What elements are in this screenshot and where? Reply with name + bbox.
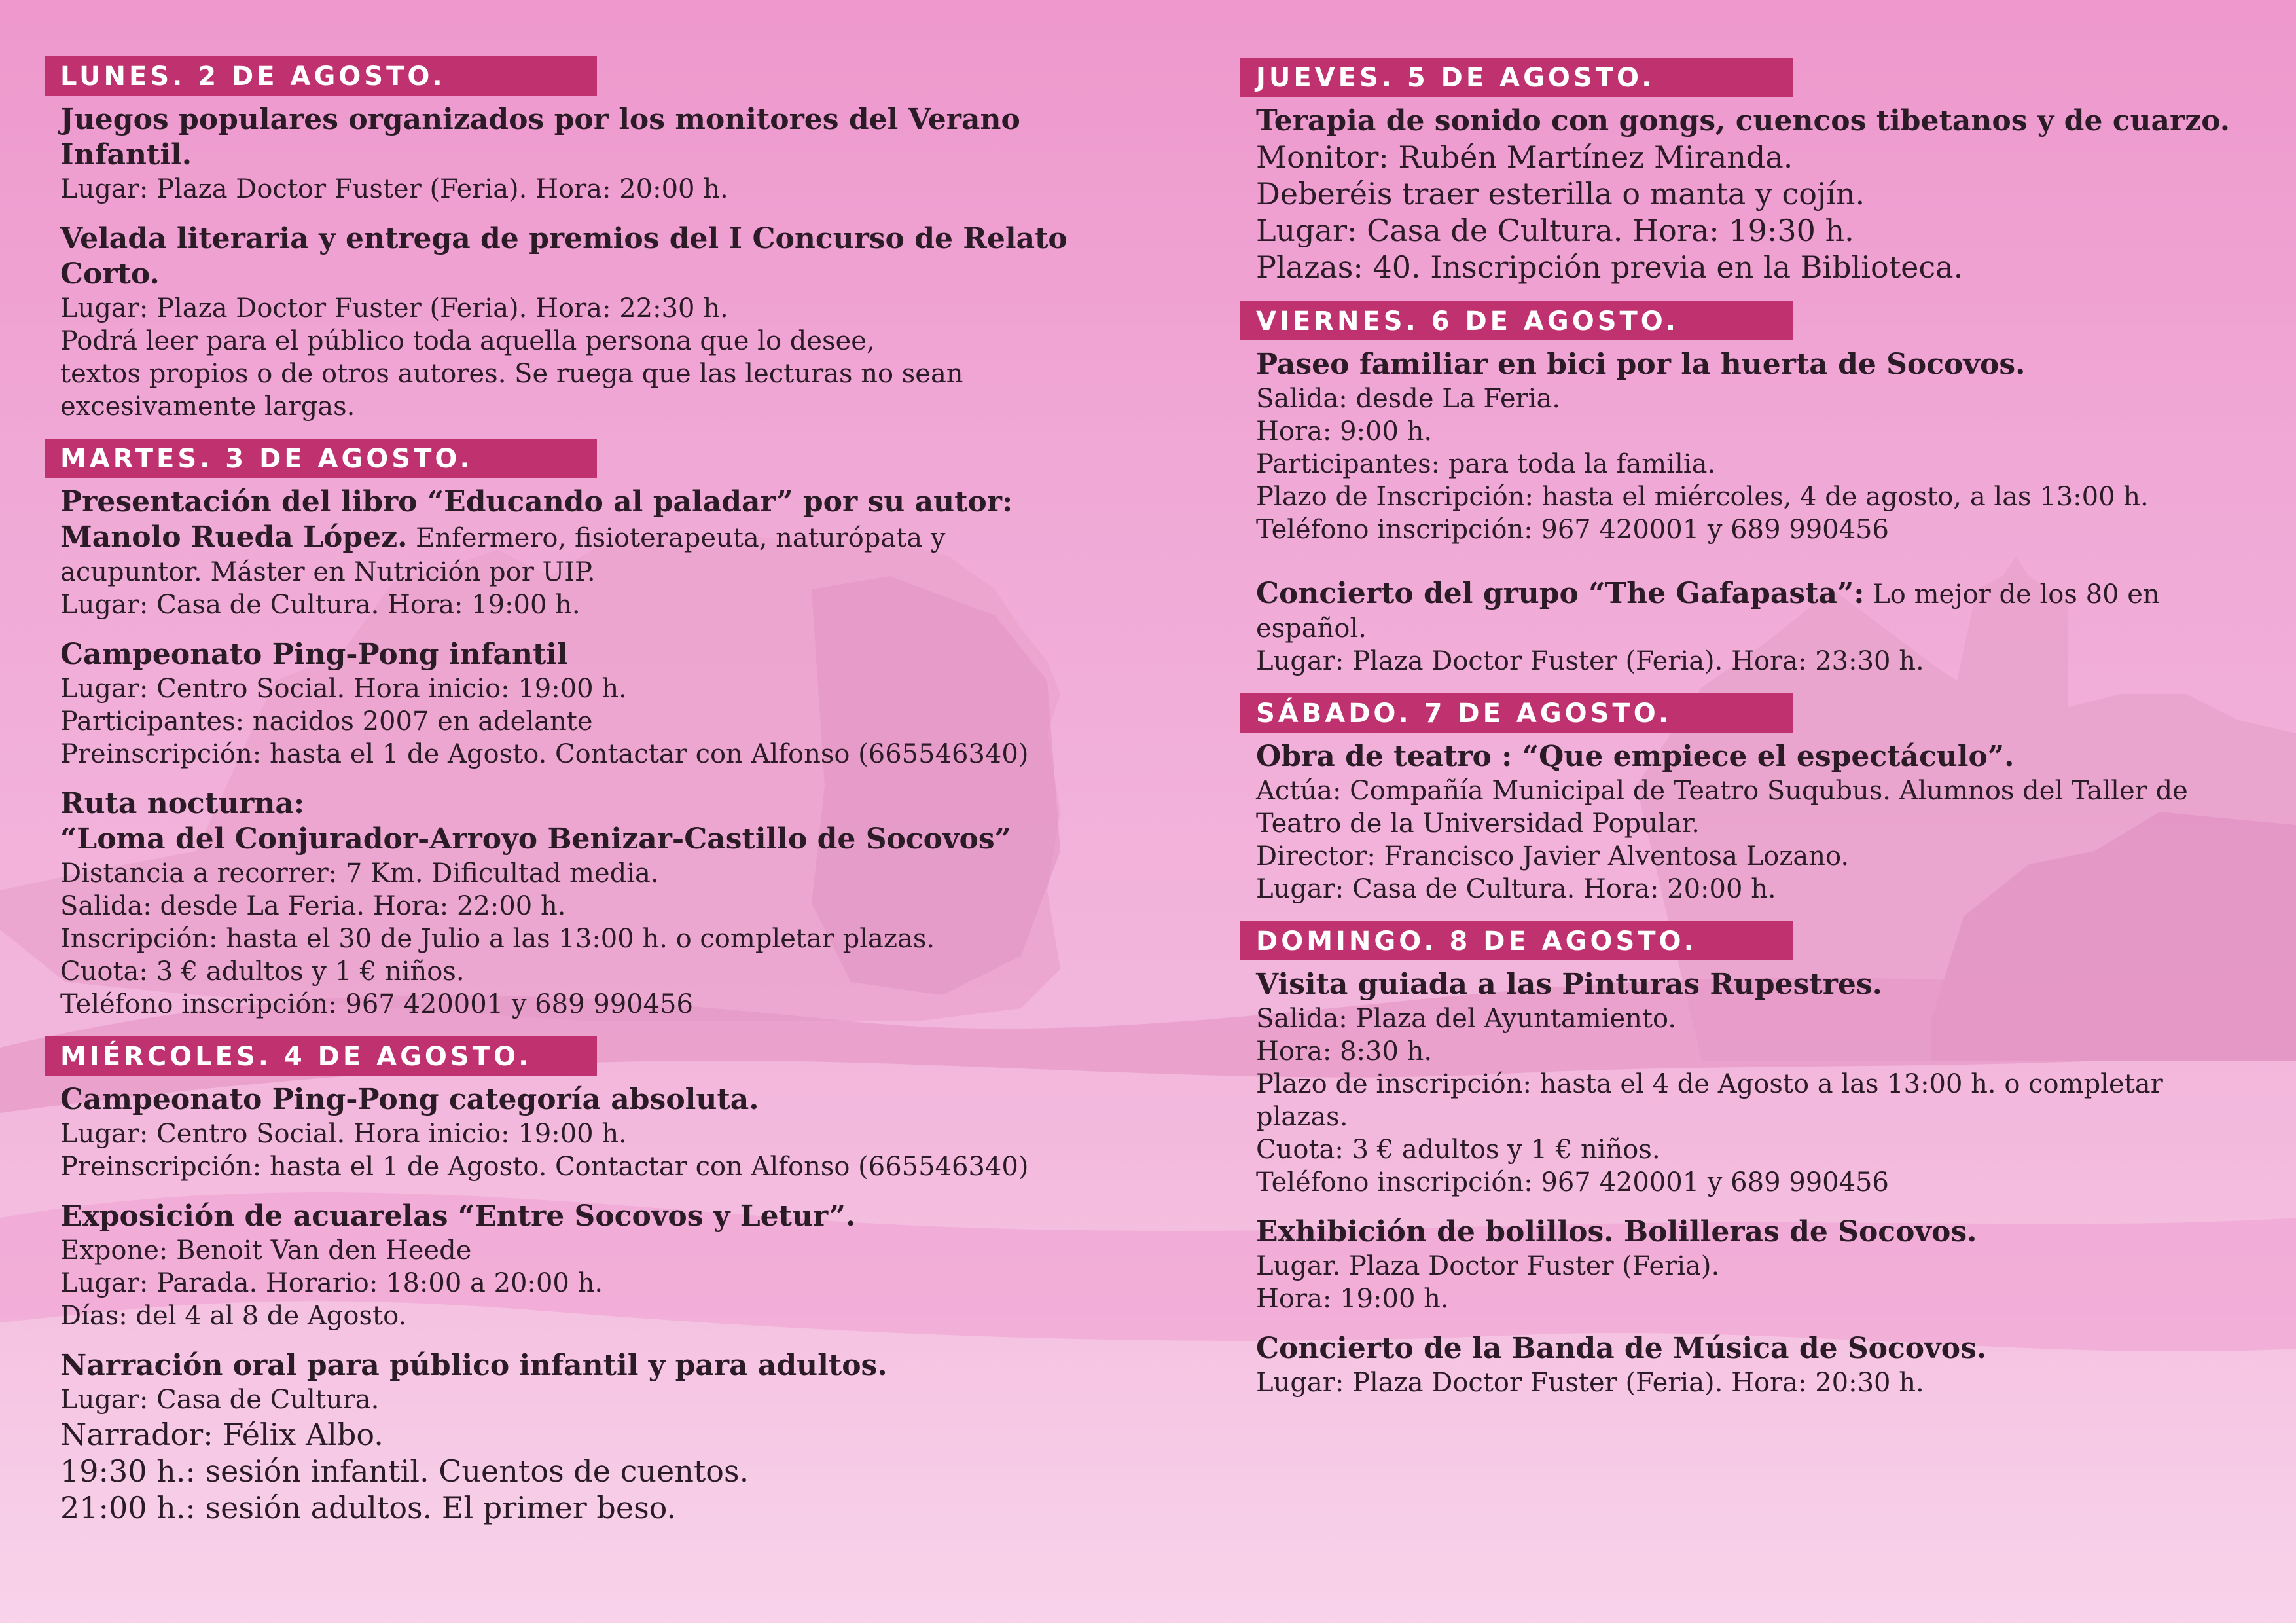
event-detail: 21:00 h.: sesión adultos. El primer beso. [60, 1490, 677, 1525]
day-section [45, 56, 1144, 423]
event-item [45, 1082, 1144, 1183]
event-detail: Cuota: 3 € adultos y 1 € niños. [1256, 1135, 1660, 1165]
event-item [45, 637, 1144, 771]
event-detail: Cuota: 3 € adultos y 1 € niños. [60, 957, 465, 987]
event-detail: Lugar: Casa de Cultura. Hora: 19:00 h. [60, 590, 581, 620]
event-item [45, 102, 1144, 206]
event-detail: Lugar: Parada. Horario: 18:00 a 20:00 h. [60, 1268, 603, 1298]
event-detail: Expone: Benoit Van den Heede [60, 1235, 472, 1266]
event-detail: Participantes: nacidos 2007 en adelante [60, 706, 593, 737]
event-detail: Lugar: Plaza Doctor Fuster (Feria). Hora: 20:30 h. [1256, 1368, 1924, 1398]
event-detail: Deberéis traer esterilla o manta y cojín. [1256, 176, 1865, 211]
day-section [1240, 921, 2261, 1399]
event-title: Velada literaria y entrega de premios del I Concurso de Relato Corto. [60, 222, 1067, 291]
event-detail: Distancia a recorrer: 7 Km. Dificultad media. [60, 858, 659, 888]
event-detail: Narrador: Félix Albo. [60, 1417, 384, 1452]
event-title: Campeonato Ping-Pong categoría absoluta. [60, 1083, 759, 1116]
event-title: Terapia de sonido con gongs, cuencos tibetanos y de cuarzo. [1256, 104, 2231, 137]
event-detail: Hora: 9:00 h. [1256, 416, 1433, 447]
left-column [45, 56, 1144, 1542]
event-detail: Lugar: Plaza Doctor Fuster (Feria). Hora: 20:00 h. [60, 174, 728, 204]
event-detail: Plazo de inscripción: hasta el 4 de Agosto a las 13:00 h. o completar [1256, 1069, 2163, 1099]
day-heading: JUEVES. 5 DE AGOSTO. [1240, 58, 1793, 97]
event-item [45, 1348, 1144, 1526]
event-item [45, 484, 1144, 621]
event-detail: plazas. [1256, 1102, 1348, 1132]
event-detail: Lugar: Plaza Doctor Fuster (Feria). Hora: 23:30 h. [1256, 646, 1924, 676]
event-item [1240, 347, 2261, 546]
event-detail: Monitor: Rubén Martínez Miranda. [1256, 139, 1793, 175]
event-detail: Plazo de Inscripción: hasta el miércoles, 4 de agosto, a las 13:00 h. [1256, 482, 2149, 512]
event-detail: Lugar: Centro Social. Hora inicio: 19:00 h. [60, 674, 627, 704]
event-detail: Inscripción: hasta el 30 de Julio a las 13:00 h. o completar plazas. [60, 924, 935, 954]
right-column [1240, 58, 2261, 1415]
event-item [1240, 1331, 2261, 1399]
event-detail: español. [1256, 613, 1367, 644]
event-detail: Hora: 8:30 h. [1256, 1036, 1433, 1067]
event-title-line2 [60, 520, 1144, 556]
event-detail: Director: Francisco Javier Alventosa Lozano. [1256, 841, 1850, 871]
event-detail: Días: del 4 al 8 de Agosto. [60, 1301, 407, 1331]
event-detail: Lugar: Casa de Cultura. Hora: 20:00 h. [1256, 874, 1776, 904]
event-title: Paseo familiar en bici por la huerta de Socovos. [1256, 348, 2026, 381]
event-item [1240, 103, 2261, 285]
event-detail: Actúa: Compañía Municipal de Teatro Suqubus. Alumnos del Taller de [1256, 776, 2188, 806]
day-heading: MIÉRCOLES. 4 DE AGOSTO. [45, 1036, 597, 1076]
event-detail: 19:30 h.: sesión infantil. Cuentos de cuentos. [60, 1453, 749, 1489]
event-item [1240, 739, 2261, 905]
event-detail: Teatro de la Universidad Popular. [1256, 809, 1700, 839]
event-detail: Teléfono inscripción: 967 420001 y 689 990456 [1256, 1167, 1889, 1197]
event-item [1240, 576, 2261, 678]
event-title: Narración oral para público infantil y para adultos. [60, 1349, 888, 1382]
event-title: Campeonato Ping-Pong infantil [60, 638, 568, 671]
day-heading: VIERNES. 6 DE AGOSTO. [1240, 301, 1793, 340]
event-title: Exposición de acuarelas “Entre Socovos y Letur”. [60, 1199, 856, 1233]
event-title: Exhibición de bolillos. Bolilleras de Socovos. [1256, 1215, 1977, 1249]
event-detail: Teléfono inscripción: 967 420001 y 689 990456 [60, 989, 693, 1019]
event-item [45, 221, 1144, 423]
day-heading: LUNES. 2 DE AGOSTO. [45, 56, 597, 96]
event-detail: Lugar: Plaza Doctor Fuster (Feria). Hora: 22:30 h. [60, 293, 728, 323]
event-detail: Podrá leer para el público toda aquella persona que lo desee, [60, 326, 875, 356]
event-detail: Teléfono inscripción: 967 420001 y 689 990456 [1256, 515, 1889, 545]
event-title: Visita guiada a las Pinturas Rupestres. [1256, 968, 1882, 1001]
event-title: Juegos populares organizados por los monitores del Verano Infantil. [60, 103, 1020, 172]
event-detail: Preinscripción: hasta el 1 de Agosto. Contactar con Alfonso (665546340) [60, 739, 1029, 769]
event-detail: Preinscripción: hasta el 1 de Agosto. Contactar con Alfonso (665546340) [60, 1152, 1029, 1182]
author-description: Enfermero, fisioterapeuta, naturópata y [407, 523, 946, 553]
event-title: Concierto de la Banda de Música de Socovos. [1256, 1332, 1987, 1365]
event-title-line [1256, 576, 2261, 612]
day-section [1240, 693, 2261, 905]
event-detail: Lugar: Centro Social. Hora inicio: 19:00 h. [60, 1119, 627, 1149]
day-section [1240, 58, 2261, 285]
day-heading: DOMINGO. 8 DE AGOSTO. [1240, 921, 1793, 960]
day-section [45, 439, 1144, 1021]
event-item [1240, 1214, 2261, 1315]
event-item [45, 786, 1144, 1021]
event-detail: acupuntor. Máster en Nutrición por UIP. [60, 557, 596, 587]
event-title: Ruta nocturna: [60, 787, 305, 820]
day-heading: MARTES. 3 DE AGOSTO. [45, 439, 597, 478]
event-item [1240, 967, 2261, 1199]
event-detail: Salida: desde La Feria. Hora: 22:00 h. [60, 891, 566, 921]
event-detail: textos propios o de otros autores. Se ruega que las lecturas no sean [60, 359, 963, 389]
event-detail: Lugar: Casa de Cultura. [60, 1385, 380, 1415]
event-item [45, 1199, 1144, 1332]
event-title-line2: “Loma del Conjurador-Arroyo Benizar-Castillo de Socovos” [60, 822, 1011, 856]
event-detail: Participantes: para toda la familia. [1256, 449, 1716, 479]
author-name: Manolo Rueda López. [60, 520, 408, 554]
event-detail: Salida: Plaza del Ayuntamiento. [1256, 1004, 1677, 1034]
event-detail: Lugar: Casa de Cultura. Hora: 19:30 h. [1256, 213, 1854, 248]
event-detail: Hora: 19:00 h. [1256, 1284, 1449, 1314]
event-title: Obra de teatro : “Que empiece el espectáculo”. [1256, 740, 2015, 773]
event-detail: Plazas: 40. Inscripción previa en la Biblioteca. [1256, 249, 1964, 285]
day-heading: SÁBADO. 7 DE AGOSTO. [1240, 693, 1793, 733]
event-detail: Salida: desde La Feria. [1256, 384, 1561, 414]
event-description: Lo mejor de los 80 en [1864, 579, 2160, 610]
event-title: Concierto del grupo “The Gafapasta”: [1256, 577, 1865, 610]
event-title: Presentación del libro “Educando al paladar” por su autor: [60, 485, 1013, 519]
event-detail: Lugar. Plaza Doctor Fuster (Feria). [1256, 1251, 1720, 1281]
day-section [45, 1036, 1144, 1526]
event-detail: excesivamente largas. [60, 392, 355, 422]
day-section [1240, 301, 2261, 678]
